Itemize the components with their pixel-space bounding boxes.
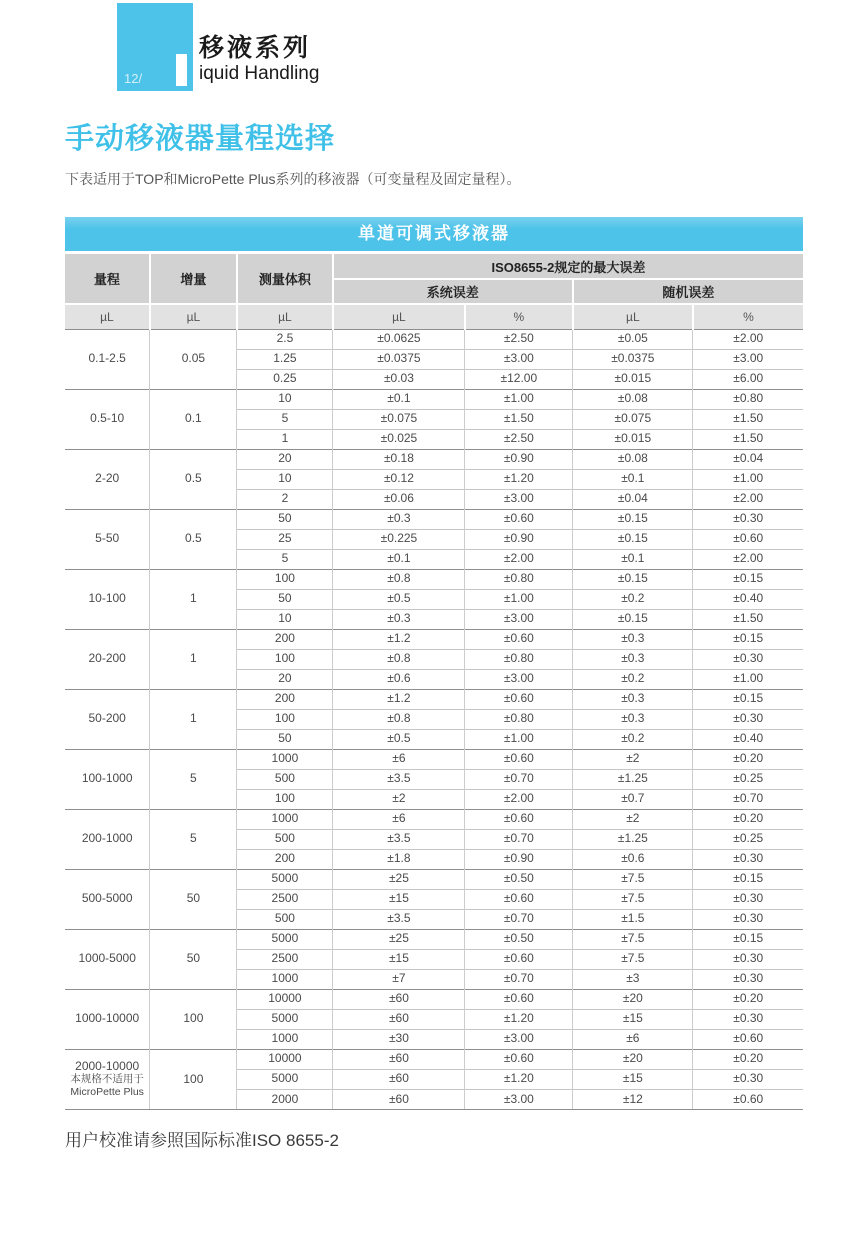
random-ul-cell: ±0.2 [573, 669, 693, 689]
range-label: 1000-5000 [78, 951, 136, 966]
increment-cell: 5 [150, 749, 237, 809]
systematic-pct-cell: ±1.20 [465, 1069, 573, 1089]
systematic-ul-cell: ±3.5 [333, 829, 465, 849]
random-ul-cell: ±0.05 [573, 329, 693, 349]
volume-cell: 10 [237, 609, 333, 629]
systematic-ul-cell: ±6 [333, 749, 465, 769]
table-row [65, 329, 803, 349]
systematic-pct-cell: ±0.60 [465, 509, 573, 529]
increment-cell: 0.5 [150, 449, 237, 509]
volume-cell: 0.25 [237, 369, 333, 389]
table-row [65, 1049, 803, 1069]
range-cell [65, 749, 150, 809]
random-ul-cell: ±7.5 [573, 869, 693, 889]
random-pct-cell: ±0.30 [693, 909, 803, 929]
range-cell [65, 329, 150, 389]
systematic-pct-cell: ±2.50 [465, 429, 573, 449]
systematic-pct-cell: ±1.00 [465, 389, 573, 409]
volume-cell: 25 [237, 529, 333, 549]
table-row [65, 809, 803, 829]
random-pct-cell: ±0.30 [693, 649, 803, 669]
systematic-pct-cell: ±2.00 [465, 789, 573, 809]
systematic-ul-cell: ±0.3 [333, 509, 465, 529]
table-row [65, 449, 803, 469]
systematic-pct-cell: ±0.70 [465, 769, 573, 789]
header-volume: 测量体积 [237, 254, 333, 304]
range-label: 5-50 [95, 531, 120, 546]
increment-cell: 50 [150, 929, 237, 989]
random-ul-cell: ±0.0375 [573, 349, 693, 369]
volume-cell: 5 [237, 549, 333, 569]
random-ul-cell: ±3 [573, 969, 693, 989]
table-row [65, 629, 803, 649]
random-pct-cell: ±2.00 [693, 549, 803, 569]
random-pct-cell: ±2.00 [693, 489, 803, 509]
intro-text: 下表适用于TOP和MicroPette Plus系列的移液器（可变量程及固定量程）。 [65, 171, 521, 187]
volume-cell: 5000 [237, 929, 333, 949]
range-cell [65, 869, 150, 929]
series-logo [117, 3, 193, 91]
range-cell [65, 929, 150, 989]
volume-cell: 2000 [237, 1089, 333, 1109]
header-systematic-error: 系统误差 [333, 279, 573, 304]
random-ul-cell: ±7.5 [573, 929, 693, 949]
systematic-ul-cell: ±60 [333, 1049, 465, 1069]
systematic-pct-cell: ±0.90 [465, 449, 573, 469]
systematic-ul-cell: ±25 [333, 869, 465, 889]
random-pct-cell: ±0.60 [693, 1029, 803, 1049]
random-pct-cell: ±0.40 [693, 729, 803, 749]
range-label: 50-200 [88, 711, 126, 726]
random-ul-cell: ±0.2 [573, 729, 693, 749]
random-ul-cell: ±0.6 [573, 849, 693, 869]
systematic-pct-cell: ±0.50 [465, 869, 573, 889]
volume-cell: 10 [237, 469, 333, 489]
random-ul-cell: ±1.5 [573, 909, 693, 929]
volume-cell: 1000 [237, 969, 333, 989]
random-ul-cell: ±0.3 [573, 689, 693, 709]
increment-cell: 1 [150, 689, 237, 749]
systematic-ul-cell: ±0.03 [333, 369, 465, 389]
random-ul-cell: ±20 [573, 1049, 693, 1069]
random-pct-cell: ±0.20 [693, 989, 803, 1009]
random-pct-cell: ±0.30 [693, 1069, 803, 1089]
systematic-ul-cell: ±0.075 [333, 409, 465, 429]
random-ul-cell: ±0.3 [573, 629, 693, 649]
page-number: 12/ [124, 71, 143, 86]
systematic-ul-cell: ±60 [333, 989, 465, 1009]
random-ul-cell: ±0.08 [573, 449, 693, 469]
random-ul-cell: ±0.075 [573, 409, 693, 429]
random-pct-cell: ±0.60 [693, 529, 803, 549]
volume-cell: 1000 [237, 1029, 333, 1049]
volume-cell: 200 [237, 689, 333, 709]
random-ul-cell: ±7.5 [573, 889, 693, 909]
random-ul-cell: ±0.3 [573, 709, 693, 729]
systematic-ul-cell: ±0.1 [333, 549, 465, 569]
volume-cell: 10000 [237, 989, 333, 1009]
random-ul-cell: ±6 [573, 1029, 693, 1049]
systematic-pct-cell: ±0.80 [465, 649, 573, 669]
volume-cell: 5000 [237, 1009, 333, 1029]
unit-random-ul: µL [573, 304, 693, 329]
range-note: 本规格不适用于 [70, 1072, 144, 1085]
systematic-pct-cell: ±0.80 [465, 569, 573, 589]
volume-cell: 100 [237, 709, 333, 729]
random-ul-cell: ±0.04 [573, 489, 693, 509]
page-title: 手动移液器量程选择 [65, 123, 336, 155]
random-pct-cell: ±0.30 [693, 1009, 803, 1029]
unit-systematic-pct: % [465, 304, 573, 329]
range-cell [65, 689, 150, 749]
systematic-ul-cell: ±60 [333, 1089, 465, 1109]
volume-cell: 100 [237, 569, 333, 589]
random-ul-cell: ±0.15 [573, 569, 693, 589]
unit-range: µL [65, 304, 150, 329]
page-header [65, 0, 803, 100]
random-ul-cell: ±12 [573, 1089, 693, 1109]
random-pct-cell: ±0.60 [693, 1089, 803, 1109]
random-pct-cell: ±0.15 [693, 569, 803, 589]
systematic-ul-cell: ±0.18 [333, 449, 465, 469]
volume-cell: 5 [237, 409, 333, 429]
systematic-ul-cell: ±0.5 [333, 729, 465, 749]
random-pct-cell: ±0.15 [693, 869, 803, 889]
table-body [65, 329, 803, 1109]
systematic-ul-cell: ±2 [333, 789, 465, 809]
random-ul-cell: ±0.2 [573, 589, 693, 609]
random-pct-cell: ±0.20 [693, 749, 803, 769]
unit-systematic-ul: µL [333, 304, 465, 329]
systematic-pct-cell: ±3.00 [465, 609, 573, 629]
systematic-pct-cell: ±0.60 [465, 629, 573, 649]
range-label: 0.5-10 [90, 411, 125, 426]
range-cell [65, 629, 150, 689]
random-pct-cell: ±0.20 [693, 1049, 803, 1069]
header-increment: 增量 [150, 254, 237, 304]
systematic-pct-cell: ±1.20 [465, 1009, 573, 1029]
random-ul-cell: ±0.15 [573, 509, 693, 529]
systematic-pct-cell: ±3.00 [465, 349, 573, 369]
increment-cell: 1 [150, 569, 237, 629]
increment-cell: 100 [150, 1049, 237, 1109]
random-pct-cell: ±1.50 [693, 429, 803, 449]
systematic-pct-cell: ±0.70 [465, 969, 573, 989]
volume-cell: 1000 [237, 809, 333, 829]
systematic-ul-cell: ±0.0375 [333, 349, 465, 369]
range-label: 0.1-2.5 [88, 351, 126, 366]
systematic-pct-cell: ±0.70 [465, 829, 573, 849]
table-row [65, 569, 803, 589]
table-row [65, 749, 803, 769]
units-row [65, 304, 803, 329]
systematic-pct-cell: ±1.00 [465, 729, 573, 749]
random-ul-cell: ±7.5 [573, 949, 693, 969]
systematic-pct-cell: ±0.60 [465, 1049, 573, 1069]
header-random-error: 随机误差 [573, 279, 803, 304]
volume-cell: 1000 [237, 749, 333, 769]
range-label: 2000-10000 [75, 1058, 140, 1073]
systematic-pct-cell: ±0.60 [465, 889, 573, 909]
range-cell [65, 809, 150, 869]
random-pct-cell: ±0.30 [693, 709, 803, 729]
increment-cell: 0.1 [150, 389, 237, 449]
systematic-ul-cell: ±1.2 [333, 689, 465, 709]
random-pct-cell: ±3.00 [693, 349, 803, 369]
volume-cell: 50 [237, 509, 333, 529]
increment-cell: 50 [150, 869, 237, 929]
table-row [65, 389, 803, 409]
pipette-spec-table [65, 254, 803, 1109]
systematic-ul-cell: ±0.8 [333, 709, 465, 729]
systematic-ul-cell: ±60 [333, 1069, 465, 1089]
systematic-ul-cell: ±0.12 [333, 469, 465, 489]
range-label: 1000-10000 [75, 1011, 140, 1026]
systematic-pct-cell: ±3.00 [465, 669, 573, 689]
systematic-ul-cell: ±0.06 [333, 489, 465, 509]
random-ul-cell: ±0.3 [573, 649, 693, 669]
systematic-ul-cell: ±60 [333, 1009, 465, 1029]
volume-cell: 10 [237, 389, 333, 409]
volume-cell: 2500 [237, 949, 333, 969]
random-pct-cell: ±1.50 [693, 609, 803, 629]
systematic-pct-cell: ±3.00 [465, 1089, 573, 1109]
systematic-ul-cell: ±0.8 [333, 569, 465, 589]
increment-cell: 5 [150, 809, 237, 869]
random-ul-cell: ±15 [573, 1009, 693, 1029]
random-ul-cell: ±0.08 [573, 389, 693, 409]
random-pct-cell: ±0.30 [693, 949, 803, 969]
systematic-ul-cell: ±3.5 [333, 909, 465, 929]
volume-cell: 100 [237, 649, 333, 669]
range-label: 2-20 [95, 471, 120, 486]
table-header [65, 254, 803, 329]
systematic-pct-cell: ±1.20 [465, 469, 573, 489]
volume-cell: 500 [237, 829, 333, 849]
systematic-ul-cell: ±6 [333, 809, 465, 829]
volume-cell: 5000 [237, 869, 333, 889]
volume-cell: 20 [237, 669, 333, 689]
header-iso-max-error: ISO8655-2规定的最大误差 [333, 254, 803, 279]
table-row [65, 509, 803, 529]
systematic-pct-cell: ±0.60 [465, 749, 573, 769]
random-ul-cell: ±0.1 [573, 469, 693, 489]
range-label: 20-200 [88, 651, 126, 666]
systematic-pct-cell: ±0.70 [465, 909, 573, 929]
systematic-ul-cell: ±1.2 [333, 629, 465, 649]
table-row [65, 869, 803, 889]
unit-random-pct: % [693, 304, 803, 329]
header-range: 量程 [65, 254, 150, 304]
systematic-pct-cell: ±0.60 [465, 689, 573, 709]
range-cell [65, 989, 150, 1049]
volume-cell: 50 [237, 729, 333, 749]
systematic-ul-cell: ±0.0625 [333, 329, 465, 349]
volume-cell: 200 [237, 629, 333, 649]
random-pct-cell: ±0.20 [693, 809, 803, 829]
volume-cell: 1 [237, 429, 333, 449]
systematic-pct-cell: ±1.00 [465, 589, 573, 609]
random-ul-cell: ±0.15 [573, 609, 693, 629]
footer-note: 用户校准请参照国际标准ISO 8655-2 [65, 1131, 339, 1150]
range-cell [65, 1049, 150, 1109]
random-ul-cell: ±0.1 [573, 549, 693, 569]
volume-cell: 10000 [237, 1049, 333, 1069]
range-label: 200-1000 [81, 831, 133, 846]
table-row [65, 929, 803, 949]
volume-cell: 100 [237, 789, 333, 809]
systematic-pct-cell: ±2.00 [465, 549, 573, 569]
letter-l-logo-icon [176, 54, 187, 86]
table-row [65, 689, 803, 709]
random-pct-cell: ±0.15 [693, 629, 803, 649]
random-pct-cell: ±0.25 [693, 769, 803, 789]
increment-cell: 1 [150, 629, 237, 689]
volume-cell: 1.25 [237, 349, 333, 369]
systematic-ul-cell: ±0.8 [333, 649, 465, 669]
systematic-pct-cell: ±0.60 [465, 989, 573, 1009]
random-pct-cell: ±2.00 [693, 329, 803, 349]
systematic-ul-cell: ±0.3 [333, 609, 465, 629]
volume-cell: 50 [237, 589, 333, 609]
random-pct-cell: ±0.30 [693, 969, 803, 989]
random-ul-cell: ±2 [573, 809, 693, 829]
systematic-pct-cell: ±2.50 [465, 329, 573, 349]
systematic-pct-cell: ±0.60 [465, 809, 573, 829]
random-pct-cell: ±0.40 [693, 589, 803, 609]
volume-cell: 20 [237, 449, 333, 469]
table-band-title: 单道可调式移液器 [65, 217, 803, 251]
systematic-pct-cell: ±1.50 [465, 409, 573, 429]
random-ul-cell: ±1.25 [573, 769, 693, 789]
random-pct-cell: ±0.30 [693, 849, 803, 869]
random-pct-cell: ±6.00 [693, 369, 803, 389]
systematic-ul-cell: ±3.5 [333, 769, 465, 789]
volume-cell: 2.5 [237, 329, 333, 349]
systematic-ul-cell: ±15 [333, 949, 465, 969]
table-row [65, 989, 803, 1009]
random-ul-cell: ±20 [573, 989, 693, 1009]
random-pct-cell: ±1.00 [693, 669, 803, 689]
range-cell [65, 449, 150, 509]
systematic-ul-cell: ±0.6 [333, 669, 465, 689]
random-ul-cell: ±15 [573, 1069, 693, 1089]
systematic-ul-cell: ±1.8 [333, 849, 465, 869]
volume-cell: 500 [237, 769, 333, 789]
range-cell [65, 509, 150, 569]
volume-cell: 2500 [237, 889, 333, 909]
random-ul-cell: ±1.25 [573, 829, 693, 849]
volume-cell: 500 [237, 909, 333, 929]
random-pct-cell: ±0.70 [693, 789, 803, 809]
systematic-pct-cell: ±3.00 [465, 1029, 573, 1049]
increment-cell: 0.5 [150, 509, 237, 569]
range-cell [65, 569, 150, 629]
systematic-pct-cell: ±3.00 [465, 489, 573, 509]
systematic-pct-cell: ±0.60 [465, 949, 573, 969]
volume-cell: 2 [237, 489, 333, 509]
unit-increment: µL [150, 304, 237, 329]
systematic-ul-cell: ±30 [333, 1029, 465, 1049]
range-label: 500-5000 [81, 891, 133, 906]
random-ul-cell: ±0.7 [573, 789, 693, 809]
random-ul-cell: ±0.015 [573, 369, 693, 389]
increment-cell: 100 [150, 989, 237, 1049]
systematic-pct-cell: ±0.90 [465, 849, 573, 869]
random-ul-cell: ±0.015 [573, 429, 693, 449]
systematic-ul-cell: ±15 [333, 889, 465, 909]
random-ul-cell: ±0.15 [573, 529, 693, 549]
systematic-pct-cell: ±12.00 [465, 369, 573, 389]
systematic-pct-cell: ±0.80 [465, 709, 573, 729]
range-label: 100-1000 [81, 771, 133, 786]
systematic-pct-cell: ±0.50 [465, 929, 573, 949]
unit-volume: µL [237, 304, 333, 329]
random-ul-cell: ±2 [573, 749, 693, 769]
increment-cell: 0.05 [150, 329, 237, 389]
systematic-ul-cell: ±0.025 [333, 429, 465, 449]
random-pct-cell: ±0.04 [693, 449, 803, 469]
random-pct-cell: ±0.15 [693, 929, 803, 949]
random-pct-cell: ±0.80 [693, 389, 803, 409]
systematic-ul-cell: ±0.225 [333, 529, 465, 549]
series-title: 移液系列 [199, 34, 312, 62]
systematic-pct-cell: ±0.90 [465, 529, 573, 549]
systematic-ul-cell: ±7 [333, 969, 465, 989]
random-pct-cell: ±1.50 [693, 409, 803, 429]
table-bottom-border [65, 1109, 803, 1110]
systematic-ul-cell: ±0.5 [333, 589, 465, 609]
range-note: MicroPette Plus [70, 1085, 144, 1098]
systematic-ul-cell: ±0.1 [333, 389, 465, 409]
volume-cell: 5000 [237, 1069, 333, 1089]
random-pct-cell: ±1.00 [693, 469, 803, 489]
range-label: 10-100 [88, 591, 126, 606]
systematic-ul-cell: ±25 [333, 929, 465, 949]
random-pct-cell: ±0.15 [693, 689, 803, 709]
random-pct-cell: ±0.25 [693, 829, 803, 849]
range-cell [65, 389, 150, 449]
series-subtitle: iquid Handling [199, 63, 320, 84]
volume-cell: 200 [237, 849, 333, 869]
random-pct-cell: ±0.30 [693, 889, 803, 909]
random-pct-cell: ±0.30 [693, 509, 803, 529]
